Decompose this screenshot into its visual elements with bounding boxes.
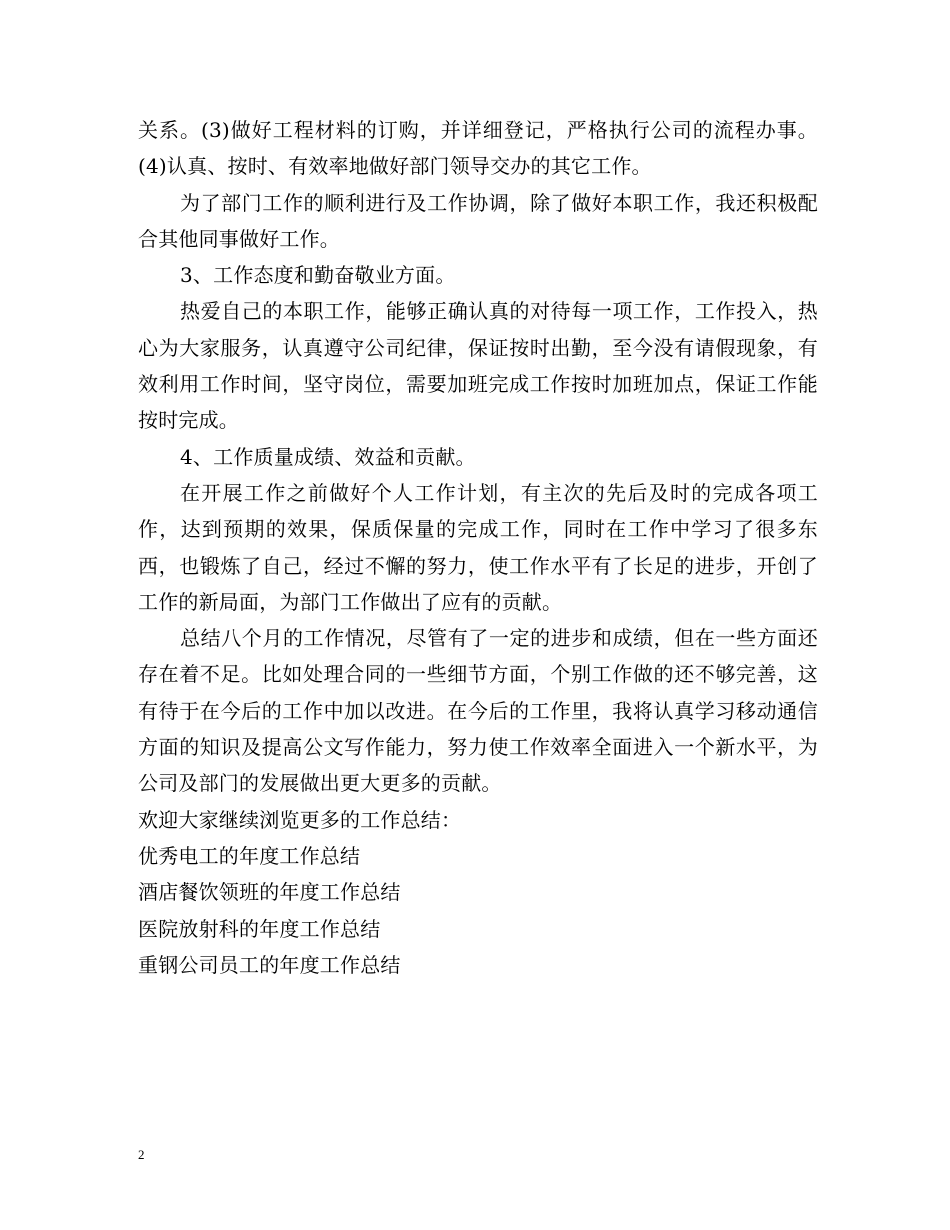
- related-link-3[interactable]: 医院放射科的年度工作总结: [138, 916, 381, 941]
- section-heading-work-quality: 4、工作质量成绩、效益和贡献。: [180, 444, 476, 469]
- more-intro-text: 欢迎大家继续浏览更多的工作总结：: [138, 807, 462, 832]
- related-link-2[interactable]: 酒店餐饮领班的年度工作总结: [138, 880, 401, 905]
- paragraph-1: 关系。(3)做好工程材料的订购，并详细登记，严格执行公司的流程办事。(4)认真、按时、有效率地做好部门领导交办的其它工作。: [138, 118, 818, 179]
- section-heading-work-attitude: 3、工作态度和勤奋敬业方面。: [180, 263, 456, 288]
- page-number: 2: [138, 1147, 145, 1162]
- related-links-list: [138, 838, 818, 983]
- document-body: [138, 112, 818, 983]
- related-link-4[interactable]: 重钢公司员工的年度工作总结: [138, 952, 401, 977]
- paragraph-7: 总结八个月的工作情况，尽管有了一定的进步和成绩，但在一些方面还存在着不足。比如处理合同的一些细节方面，个别工作做的还不够完善，这有待于在今后的工作中加以改进。在今后的工作里，我将认真学习移动通信方面的知识及提高公文写作能力，努力使工作效率全面进入一个新水平，为公司及部门的发展做出更大更多的贡献。: [138, 626, 818, 796]
- paragraph-2: 为了部门工作的顺利进行及工作协调，除了做好本职工作，我还积极配合其他同事做好工作。: [138, 190, 818, 251]
- paragraph-6: 在开展工作之前做好个人工作计划，有主次的先后及时的完成各项工作，达到预期的效果，保质保量的完成工作，同时在工作中学习了很多东西，也锻炼了自己，经过不懈的努力，使工作水平有了长足的进步，开创了工作的新局面，为部门工作做出了应有的贡献。: [138, 480, 818, 614]
- paragraph-4: 热爱自己的本职工作，能够正确认真的对待每一项工作，工作投入，热心为大家服务，认真遵守公司纪律，保证按时出勤，至今没有请假现象，有效利用工作时间，坚守岗位，需要加班完成工作按时加班加点，保证工作能按时完成。: [138, 299, 818, 433]
- related-link-1[interactable]: 优秀电工的年度工作总结: [138, 843, 361, 868]
